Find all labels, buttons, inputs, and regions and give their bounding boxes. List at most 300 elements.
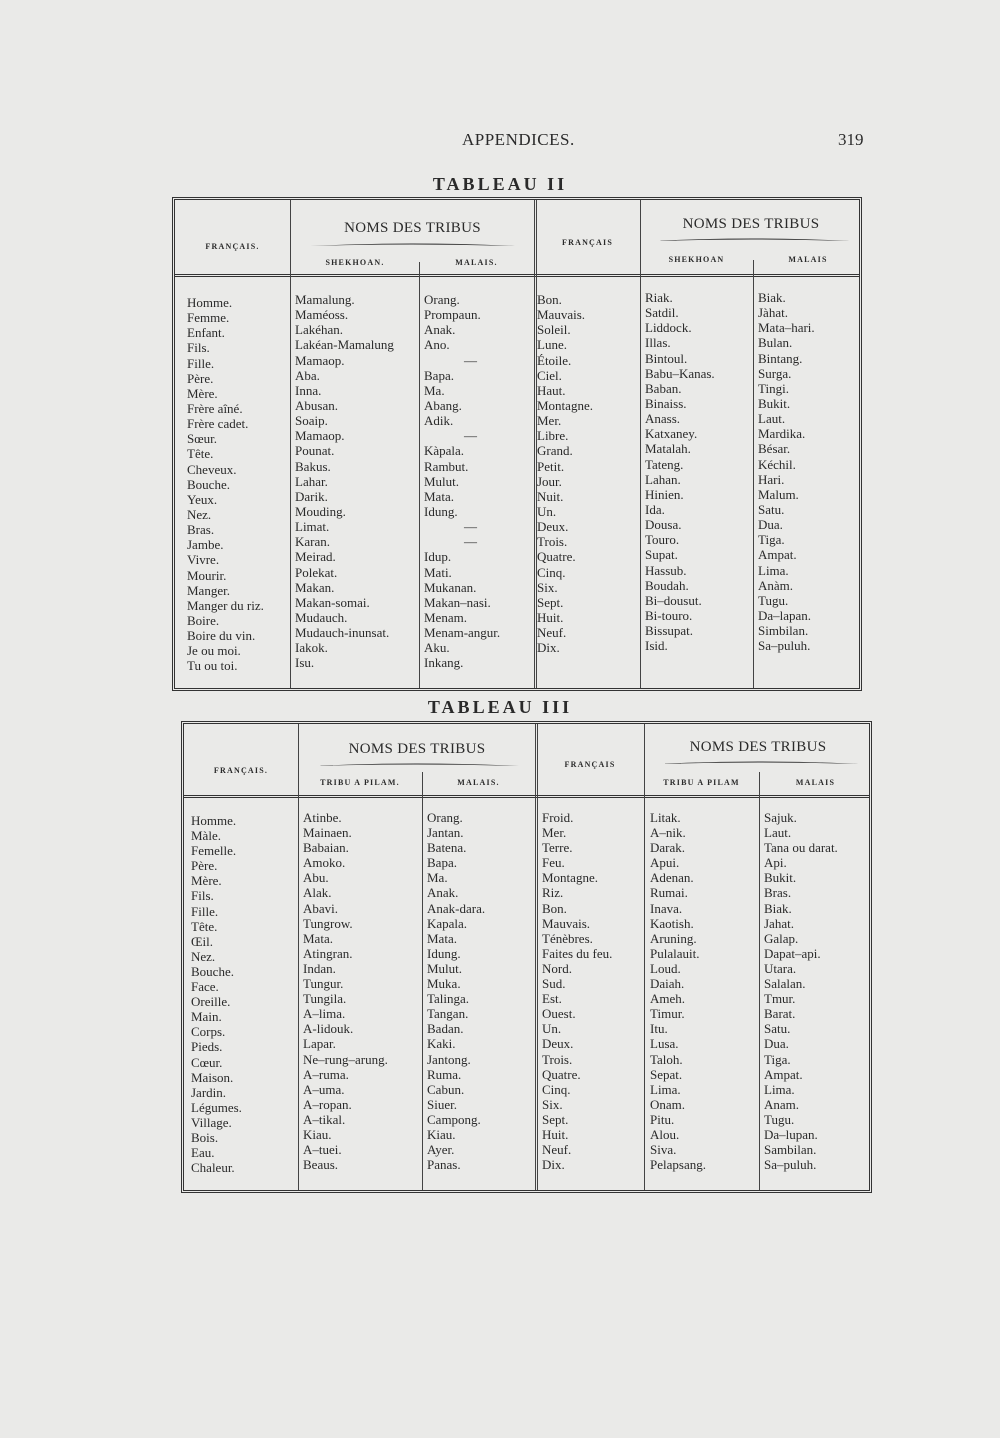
word-entry: Haut. <box>537 382 566 398</box>
word-entry: Cabun. <box>427 1081 465 1097</box>
word-entry: Anam. <box>764 1096 800 1112</box>
word-entry: Meirad. <box>295 549 336 565</box>
word-entry: Maméoss. <box>295 307 349 323</box>
word-entry: Jardin. <box>191 1084 227 1100</box>
word-entry: Adenan. <box>650 870 694 886</box>
word-entry: Menam. <box>424 609 467 625</box>
word-entry: Soleil. <box>537 322 571 338</box>
word-entry: Six. <box>542 1096 563 1112</box>
word-entry: Montagne. <box>542 870 598 886</box>
word-entry: Soaip. <box>295 413 328 429</box>
word-entry: Frère aîné. <box>187 400 243 416</box>
word-entry: Barat. <box>764 1006 796 1022</box>
word-entry: Dousa. <box>645 517 682 533</box>
word-entry: Katxaney. <box>645 426 698 442</box>
word-entry: Da–lupan. <box>764 1126 818 1142</box>
word-entry: Tu ou toi. <box>187 658 238 674</box>
word-entry: Sajuk. <box>764 810 797 825</box>
word-entry: Feu. <box>542 855 565 871</box>
word-entry: Cheveux. <box>187 461 237 477</box>
word-entry: Bakus. <box>295 458 331 474</box>
word-entry: Ameh. <box>650 991 686 1007</box>
word-entry: Isu. <box>295 655 315 671</box>
word-entry: Prompaun. <box>424 307 481 323</box>
word-entry: — <box>464 519 477 535</box>
word-entry: Tiga. <box>764 1051 791 1067</box>
word-entry: Bukit. <box>764 870 797 886</box>
word-entry: Babu–Kanas. <box>645 365 715 381</box>
word-entry: A–lima. <box>303 1006 346 1022</box>
word-entry: A–ruma. <box>303 1066 349 1082</box>
word-entry: Œil. <box>191 933 214 949</box>
word-entry: Limat. <box>295 519 330 535</box>
word-entry: Ténèbres. <box>542 930 593 946</box>
malais-header: MALAIS. <box>455 258 498 267</box>
malais-column-right <box>764 810 838 1172</box>
column-divider <box>422 772 423 1190</box>
word-entry: Tungur. <box>303 976 344 992</box>
word-entry: Touro. <box>645 532 680 548</box>
word-entry: Mamaop. <box>295 352 345 368</box>
word-entry: Makan-somai. <box>295 594 370 610</box>
word-entry: Laut. <box>764 825 792 841</box>
word-entry: Daiah. <box>650 976 685 992</box>
word-entry: Indan. <box>303 960 336 976</box>
word-entry: Dua. <box>758 517 783 533</box>
word-entry: Bouche. <box>191 963 234 979</box>
noms-des-tribus-header: NOMS DES TRIBUS <box>344 220 481 236</box>
francais-header-right: FRANÇAIS <box>562 238 613 247</box>
word-entry: Femme. <box>187 310 230 326</box>
page-number: 319 <box>838 130 864 149</box>
word-entry: Tingi. <box>758 380 789 396</box>
word-entry: Tangan. <box>427 1006 469 1022</box>
word-entry: Jambe. <box>187 537 224 553</box>
tribu-a-pilam-header: TRIBU A PILAM. <box>320 778 400 787</box>
word-entry: Libre. <box>537 428 569 444</box>
word-entry: Sa–puluh. <box>758 638 811 654</box>
tableau-ii-title: TABLEAU II <box>432 174 568 194</box>
swash-ornament <box>655 237 850 243</box>
word-entry: Bi–dousut. <box>645 592 702 608</box>
word-entry: Mamaop. <box>295 428 345 444</box>
word-entry: Abavi. <box>303 900 339 916</box>
word-entry: Eau. <box>191 1145 215 1161</box>
word-entry: Mata. <box>424 488 454 504</box>
word-entry: Surga. <box>758 365 792 381</box>
word-entry: Mulut. <box>427 960 463 976</box>
word-entry: Biak. <box>758 290 786 305</box>
word-entry: Lima. <box>764 1081 795 1097</box>
word-entry: Riak. <box>645 290 673 305</box>
word-entry: Sa–puluh. <box>764 1157 817 1173</box>
word-entry: Nord. <box>542 960 572 976</box>
word-entry: Bras. <box>764 885 792 901</box>
word-entry: Lima. <box>650 1081 681 1097</box>
shekhoan-header-right: SHEKHOAN <box>668 255 725 264</box>
column-divider <box>759 772 760 1190</box>
word-entry: Polekat. <box>295 564 338 580</box>
word-entry: Anak. <box>424 322 456 338</box>
column-divider <box>640 200 641 688</box>
word-entry: Laut. <box>758 411 786 427</box>
word-entry: Ayer. <box>427 1142 455 1158</box>
word-entry: Alou. <box>650 1126 680 1142</box>
header-rule <box>184 795 869 798</box>
word-entry: Tugu. <box>758 592 789 608</box>
word-entry: Anak. <box>427 885 459 901</box>
word-entry: Bras. <box>187 522 215 538</box>
word-entry: Faites du feu. <box>542 945 613 961</box>
word-entry: Cinq. <box>542 1081 571 1097</box>
malais-header-right: MALAIS <box>788 255 828 264</box>
word-entry: Un. <box>542 1021 562 1037</box>
word-entry: Beaus. <box>303 1157 339 1173</box>
word-entry: Mata. <box>427 930 457 946</box>
word-entry: Cœur. <box>191 1054 223 1070</box>
word-entry: Talinga. <box>427 991 470 1007</box>
word-entry: Inkang. <box>424 655 464 671</box>
word-entry: Jahat. <box>764 915 794 931</box>
word-entry: A–tuei. <box>303 1142 342 1158</box>
tribu-a-pilam-header-right: TRIBU A PILAM <box>663 778 740 787</box>
word-entry: Est. <box>542 991 562 1007</box>
word-entry: Kéchil. <box>758 456 796 472</box>
word-entry: Kaotish. <box>650 915 694 931</box>
word-entry: Kapala. <box>427 915 468 931</box>
word-entry: Tête. <box>187 446 214 462</box>
running-head <box>0 130 1000 154</box>
word-entry: Sud. <box>542 976 566 992</box>
word-entry: Siuer. <box>427 1096 457 1112</box>
word-entry: Alak. <box>303 885 332 901</box>
francais-header: FRANÇAIS. <box>213 766 269 775</box>
word-entry: Da–lapan. <box>758 607 812 623</box>
word-entry: Rumai. <box>650 885 688 901</box>
word-entry: — <box>464 534 477 550</box>
word-entry: Lakéan-Mamalung <box>295 337 394 353</box>
word-entry: Face. <box>191 979 219 995</box>
francais-column-right <box>542 810 612 1172</box>
word-entry: Menam-angur. <box>424 625 501 641</box>
column-divider <box>535 724 538 1190</box>
word-entry: Bouche. <box>187 476 230 492</box>
column-divider <box>419 262 420 688</box>
word-entry: Panas. <box>427 1157 461 1173</box>
word-entry: Hinien. <box>645 486 684 502</box>
word-entry: Ano. <box>424 337 450 353</box>
word-entry: Six. <box>537 579 558 595</box>
word-entry: Homme. <box>191 813 237 828</box>
word-entry: Tiga. <box>758 532 785 548</box>
word-entry: Litak. <box>650 810 681 825</box>
page-title: APPENDICES. <box>462 130 575 149</box>
word-entry: Lahar. <box>295 473 328 489</box>
word-entry: Tateng. <box>645 456 684 472</box>
shekhoan-column-right <box>645 290 715 653</box>
word-entry: Simbilan. <box>758 623 809 639</box>
swash-ornament <box>310 242 515 248</box>
word-entry: Sambilan. <box>764 1142 817 1158</box>
word-entry: Adik. <box>424 413 454 429</box>
word-entry: Jantan. <box>427 825 464 841</box>
word-entry: Matalah. <box>645 441 691 457</box>
word-entry: Liddock. <box>645 320 692 336</box>
word-entry: Père. <box>187 370 214 386</box>
word-entry: Mer. <box>542 825 567 841</box>
column-divider <box>753 260 754 688</box>
word-entry: Quatre. <box>542 1066 581 1082</box>
word-entry: Atinbe. <box>303 810 342 825</box>
word-entry: Lahan. <box>645 471 681 487</box>
word-entry: Inna. <box>295 382 322 398</box>
shekhoan-column <box>295 292 394 671</box>
word-entry: Mainaen. <box>303 825 352 841</box>
word-entry: Bi-touro. <box>645 607 693 623</box>
word-entry: Jour. <box>537 473 562 489</box>
word-entry: Tungila. <box>303 991 347 1007</box>
word-entry: Darak. <box>650 840 686 856</box>
word-entry: Isid. <box>645 638 668 654</box>
word-entry: Galap. <box>764 930 799 946</box>
word-entry: Légumes. <box>191 1099 242 1115</box>
column-divider <box>644 724 645 1190</box>
word-entry: Hassub. <box>645 562 687 578</box>
word-entry: Tugu. <box>764 1111 795 1127</box>
word-entry: Satu. <box>758 501 785 517</box>
word-entry: Màle. <box>191 828 221 844</box>
column-divider <box>298 724 299 1190</box>
word-entry: Riz. <box>542 885 564 901</box>
word-entry: Api. <box>764 855 787 871</box>
word-entry: Orang. <box>427 810 463 825</box>
word-entry: Nez. <box>187 506 212 522</box>
word-entry: Trois. <box>537 534 568 550</box>
word-entry: Jantong. <box>427 1051 471 1067</box>
word-entry: Petit. <box>537 458 565 474</box>
word-entry: Supat. <box>645 547 678 563</box>
tableau-iii-table <box>181 721 872 1193</box>
word-entry: Lakéhan. <box>295 322 344 338</box>
word-entry: Abang. <box>424 397 462 413</box>
word-entry: Chaleur. <box>191 1160 235 1176</box>
word-entry: A–uma. <box>303 1081 345 1097</box>
word-entry: Batena. <box>427 840 467 856</box>
francais-column <box>187 295 264 674</box>
word-entry: Mulut. <box>424 473 460 489</box>
word-entry: Rambut. <box>424 458 469 474</box>
word-entry: Nez. <box>191 948 216 964</box>
word-entry: Pulalauit. <box>650 945 700 961</box>
word-entry: Sept. <box>542 1111 569 1127</box>
word-entry: Babaian. <box>303 840 349 856</box>
word-entry: Amoko. <box>303 855 346 871</box>
word-entry: Yeux. <box>187 491 218 507</box>
word-entry: Lusa. <box>650 1036 679 1052</box>
word-entry: Hari. <box>758 471 785 487</box>
noms-des-tribus-header: NOMS DES TRIBUS <box>348 741 486 757</box>
word-entry: Lima. <box>758 562 789 578</box>
word-entry: Manger du riz. <box>187 597 264 613</box>
word-entry: Ampat. <box>758 547 797 563</box>
word-entry: Maison. <box>191 1069 234 1085</box>
word-entry: Enfant. <box>187 325 225 341</box>
word-entry: Idung. <box>427 945 461 961</box>
word-entry: Bon. <box>537 292 562 307</box>
word-entry: Mauvais. <box>537 307 586 323</box>
francais-column <box>191 813 242 1175</box>
word-entry: Huit. <box>542 1126 569 1142</box>
word-entry: Darik. <box>295 488 328 504</box>
word-entry: Kàpala. <box>424 443 465 459</box>
word-entry: Mauvais. <box>542 915 591 931</box>
word-entry: Mukanan. <box>424 579 477 595</box>
word-entry: Grand. <box>537 443 573 459</box>
word-entry: Homme. <box>187 295 233 310</box>
word-entry: Badan. <box>427 1021 464 1037</box>
word-entry: Bois. <box>191 1129 219 1145</box>
malais-header: MALAIS. <box>457 778 500 787</box>
header-rule <box>175 274 859 277</box>
word-entry: Fils. <box>191 888 214 904</box>
word-entry: Tête. <box>191 918 218 934</box>
word-entry: Étoile. <box>537 352 572 368</box>
word-entry: Pieds. <box>191 1039 223 1055</box>
word-entry: Anàm. <box>758 577 794 593</box>
word-entry: Sœur. <box>187 431 217 447</box>
word-entry: Jàhat. <box>758 305 788 321</box>
word-entry: Boire du vin. <box>187 628 256 644</box>
word-entry: Taloh. <box>650 1051 683 1067</box>
word-entry: Mère. <box>187 385 218 401</box>
word-entry: Biak. <box>764 900 792 916</box>
word-entry: Bon. <box>542 900 567 916</box>
word-entry: Loud. <box>650 960 681 976</box>
word-entry: Femelle. <box>191 843 237 859</box>
swash-ornament <box>659 760 859 766</box>
word-entry: A-lidouk. <box>303 1021 354 1037</box>
word-entry: Itu. <box>650 1021 668 1037</box>
word-entry: Anak-dara. <box>427 900 486 916</box>
word-entry: Oreille. <box>191 994 231 1010</box>
word-entry: Corps. <box>191 1024 226 1040</box>
word-entry: Fille. <box>187 355 215 371</box>
word-entry: Vivre. <box>187 552 220 568</box>
word-entry: Mati. <box>424 564 452 580</box>
word-entry: Huit. <box>537 609 564 625</box>
francais-column-right <box>537 292 593 655</box>
word-entry: Sepat. <box>650 1066 683 1082</box>
word-entry: Bulan. <box>758 335 793 351</box>
word-entry: Abu. <box>303 870 329 886</box>
word-entry: Ciel. <box>537 367 562 383</box>
word-entry: Bapa. <box>427 855 457 871</box>
word-entry: Père. <box>191 858 218 874</box>
word-entry: Dix. <box>542 1157 565 1173</box>
word-entry: A–ropan. <box>303 1096 352 1112</box>
word-entry: Pitu. <box>650 1111 675 1127</box>
tribu-a-pilam-column-right <box>650 810 706 1172</box>
word-entry: Kaki. <box>427 1036 456 1052</box>
word-entry: Deux. <box>537 519 569 535</box>
word-entry: Quatre. <box>537 549 576 565</box>
word-entry: Idup. <box>424 549 452 565</box>
word-entry: — <box>464 352 477 368</box>
word-entry: Mère. <box>191 873 222 889</box>
word-entry: Kiau. <box>427 1126 456 1142</box>
word-entry: Sept. <box>537 594 564 610</box>
word-entry: Campong. <box>427 1111 481 1127</box>
word-entry: Ouest. <box>542 1006 576 1022</box>
tableau-ii-table <box>172 197 862 691</box>
word-entry: A–tikal. <box>303 1111 346 1127</box>
word-entry: Salalan. <box>764 976 806 992</box>
word-entry: Bésar. <box>758 441 791 457</box>
word-entry: Manger. <box>187 582 230 598</box>
word-entry: Bintang. <box>758 350 803 366</box>
word-entry: Main. <box>191 1009 222 1025</box>
word-entry: Dua. <box>764 1036 789 1052</box>
noms-des-tribus-header-right: NOMS DES TRIBUS <box>682 216 820 232</box>
word-entry: Mamalung. <box>295 292 355 307</box>
shekhoan-header: SHEKHOAN. <box>325 258 385 267</box>
word-entry: Anass. <box>645 411 681 427</box>
malais-header-right: MALAIS <box>795 778 836 787</box>
word-entry: Nuit. <box>537 488 564 504</box>
word-entry: Bintoul. <box>645 350 688 366</box>
word-entry: Aba. <box>295 367 320 383</box>
word-entry: Montagne. <box>537 397 593 413</box>
word-entry: Frère cadet. <box>187 416 249 432</box>
word-entry: Bissupat. <box>645 623 694 639</box>
francais-header: FRANÇAIS. <box>205 242 260 251</box>
word-entry: Karan. <box>295 534 331 550</box>
word-entry: Kiau. <box>303 1126 332 1142</box>
word-entry: Neuf. <box>542 1142 572 1158</box>
word-entry: Malum. <box>758 486 799 502</box>
word-entry: Je ou moi. <box>187 643 241 659</box>
word-entry: Utara. <box>764 960 797 976</box>
word-entry: Satdil. <box>645 305 679 321</box>
word-entry: Trois. <box>542 1051 573 1067</box>
word-entry: Boudah. <box>645 577 689 593</box>
word-entry: Iakok. <box>295 640 328 656</box>
word-entry: Idung. <box>424 503 458 519</box>
word-entry: Neuf. <box>537 625 567 641</box>
malais-column <box>427 810 485 1172</box>
word-entry: Tana ou darat. <box>764 840 838 856</box>
tribu-a-pilam-column <box>303 810 388 1172</box>
word-entry: Mer. <box>537 413 562 429</box>
word-entry: Siva. <box>650 1142 677 1158</box>
word-entry: Pounat. <box>295 443 335 459</box>
swash-ornament <box>314 762 519 768</box>
word-entry: Illas. <box>645 335 671 351</box>
word-entry: Apui. <box>650 855 680 871</box>
word-entry: Ma. <box>427 870 448 886</box>
word-entry: Atingran. <box>303 945 353 961</box>
word-entry: Binaiss. <box>645 395 687 411</box>
word-entry: Ne–rung–arung. <box>303 1051 388 1067</box>
francais-header-right: FRANÇAIS <box>564 760 616 769</box>
word-entry: Makan. <box>295 579 335 595</box>
word-entry: Baban. <box>645 380 682 396</box>
word-entry: Lapar. <box>303 1036 336 1052</box>
word-entry: Mudauch-inunsat. <box>295 625 390 641</box>
word-entry: Mourir. <box>187 567 227 583</box>
word-entry: Abusan. <box>295 397 338 413</box>
word-entry: Aruning. <box>650 930 697 946</box>
